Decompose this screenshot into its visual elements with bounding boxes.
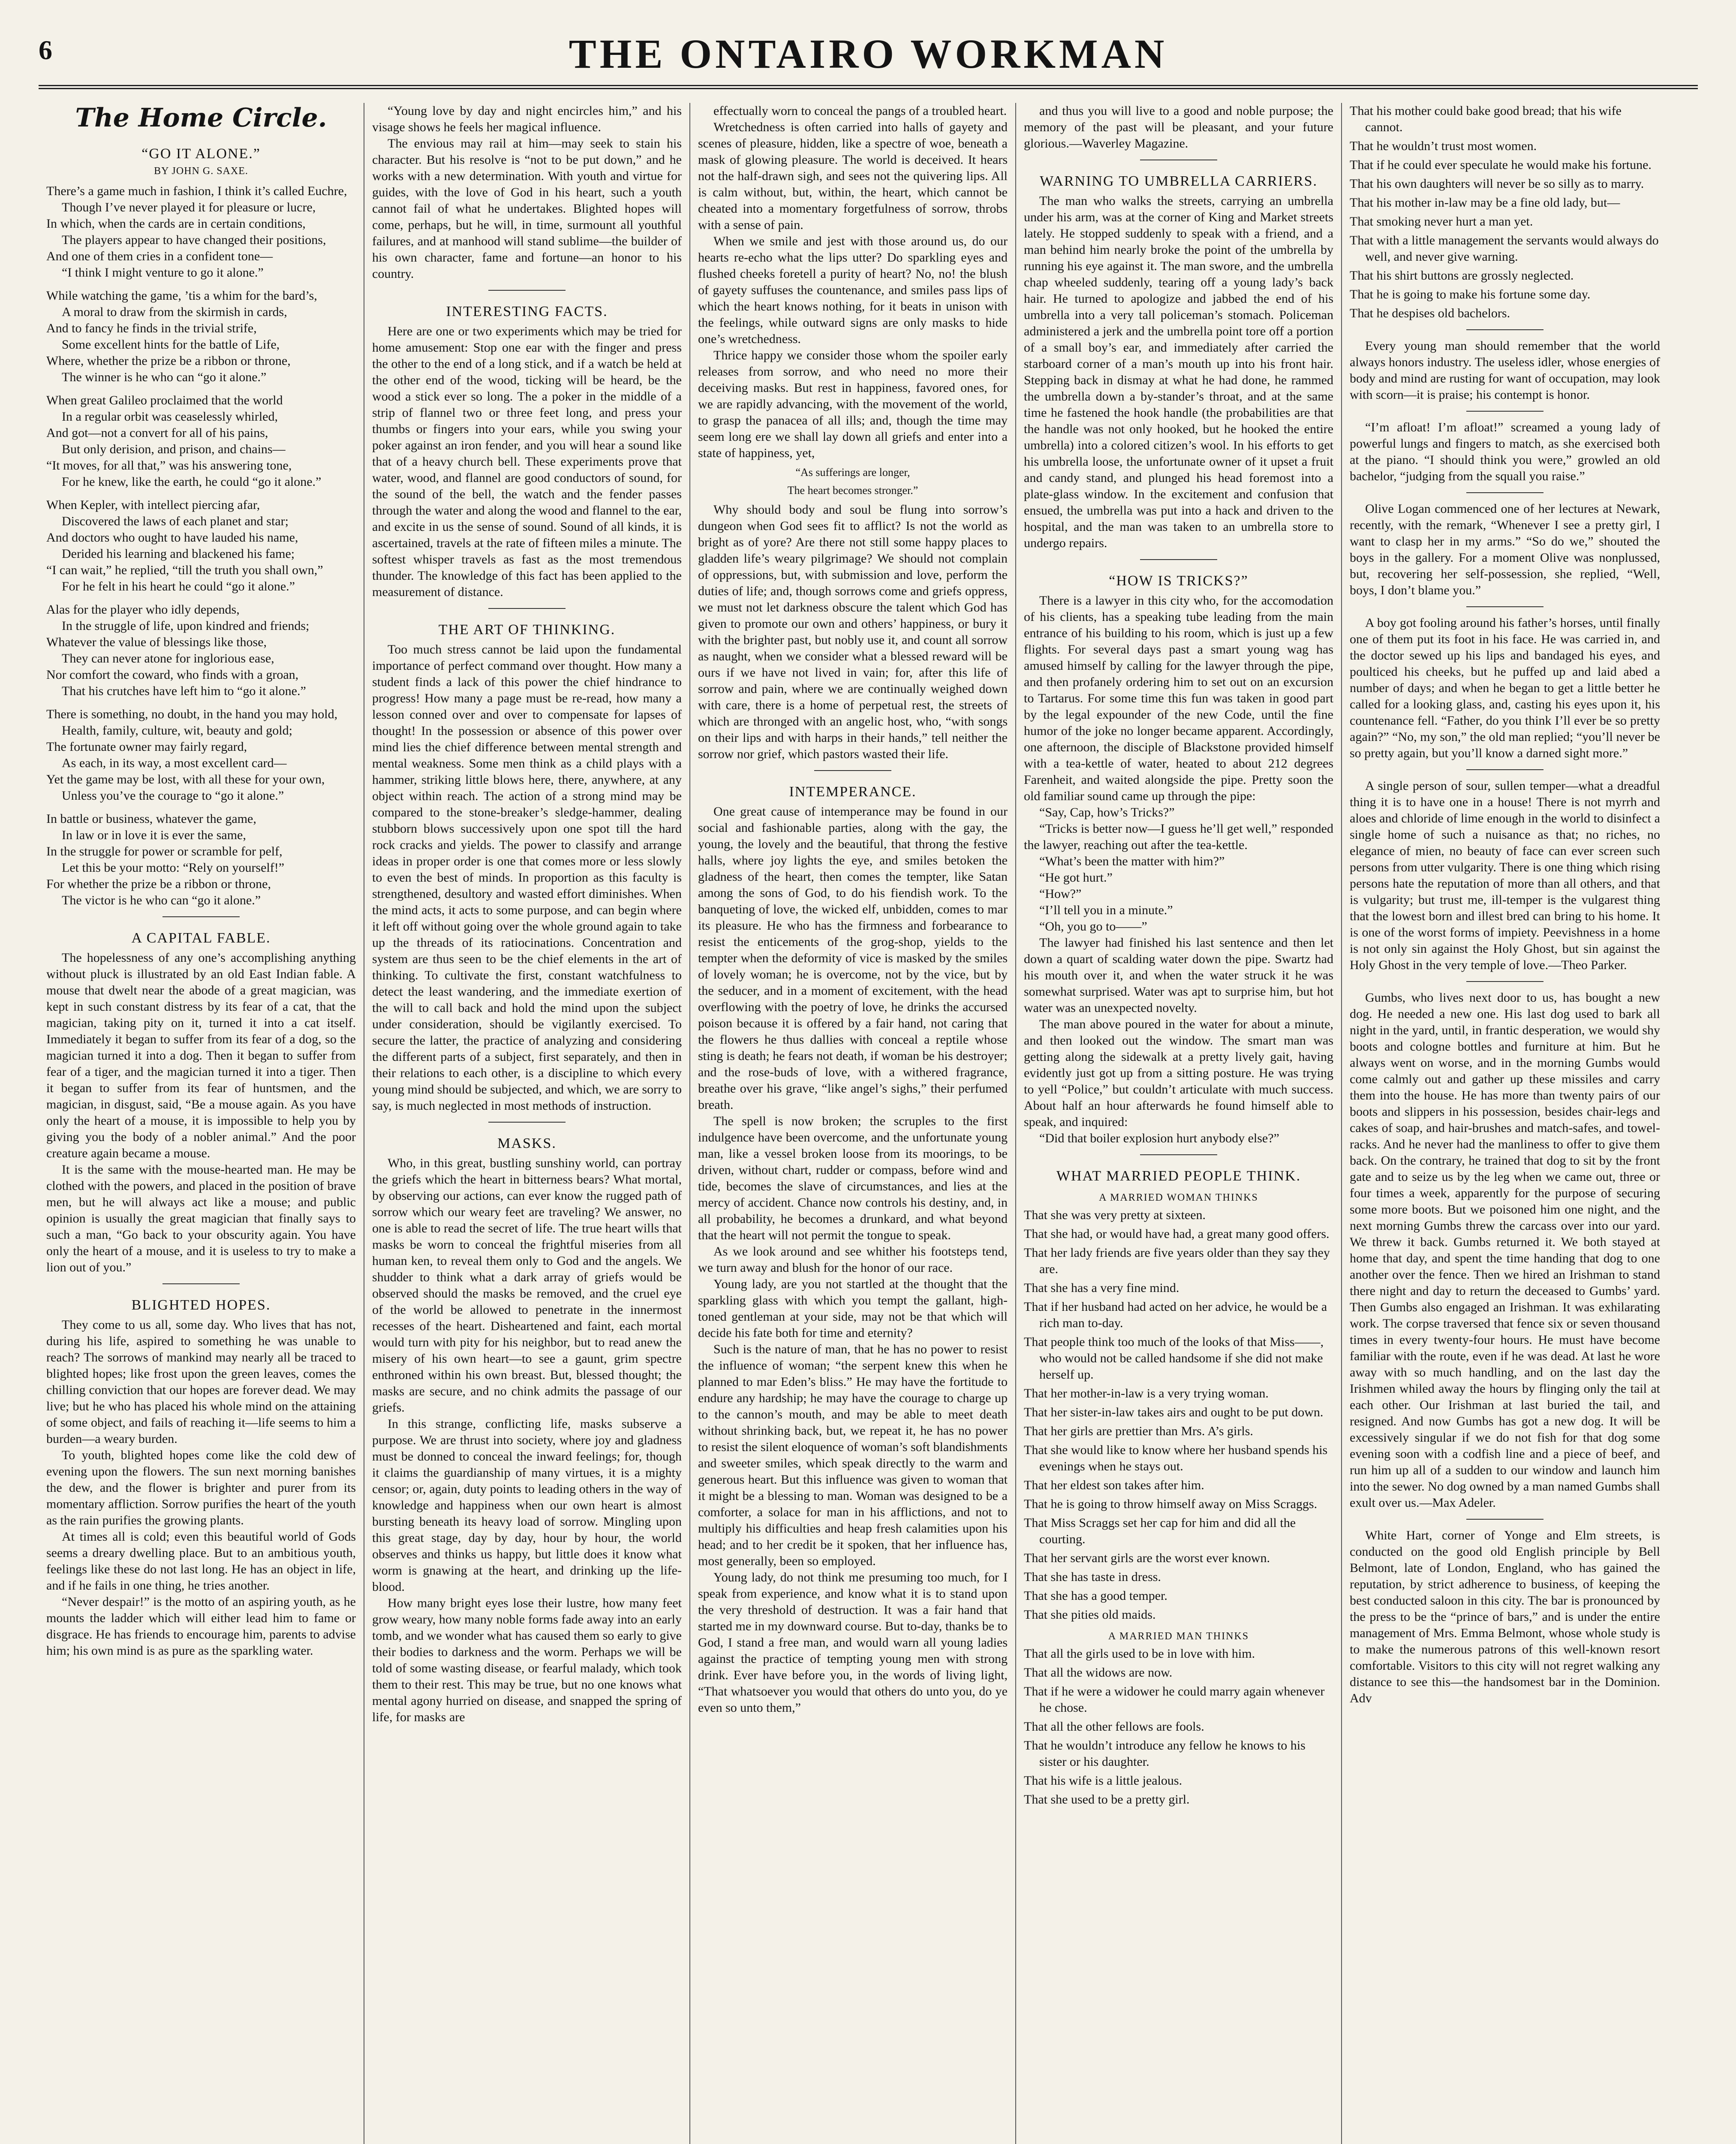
list-item: That if he could ever speculate he would make his fortune. [1350,158,1652,172]
list-item: That he despises old bachelors. [1350,306,1510,320]
paragraph: The spell is now broken; the scruples to the first indulgence have been overcome, and the unfortunate young man, like a vessel broken loose from its moorings, to be driven, without chart, rudder or compass, before wind and tide, becomes the slave of circumstances, and lies at the mercy of accident. Chance now controls his destiny, and, in all probability, he becomes a drunkard, and what beyond that the heart will not permit the tongue to speak. [698,1114,1008,1242]
poem-stanza [46,183,356,281]
list-item: That smoking never hurt a man yet. [1350,214,1533,229]
poem-stanza [46,392,356,490]
paragraph: The man who walks the streets, carrying an umbrella under his arm, was at the corner of King and Market streets lately. He stopped suddenly to speak with a friend, and a man behind him nearly broke the point of the umbrella by running his eye against it. The man swore, and the umbrella chap wheeled suddenly, tearing off a young lady’s back hair. He turned to apologize and jabbed the end of his umbrella into a very tall policeman’s stomach. Policeman administered a jerk and the umbrella point tore off a portion of a small boy’s ear, and immediately after carried the starboard corner of a man’s mouth up into his front hair. Stepping back in dismay at what he had done, he rammed the umbrella down a by-stander’s throat, and at the same time he fastened the hook handle (the probabilities are that the handle was not only hooked, but he hooked the entire umbrella) into a colored citizen’s wool. In his efforts to get his umbrella loose, the unfortunate owner of it upset a fruit and candy stand, and plunged his head foremost into a plate-glass window. In the excitement and confusion that ensued, the umbrella was put into a hack and driven to the hospital, and the man was taken to an umbrella store to undergo repairs. [1024,194,1333,550]
newspaper-page [39,17,1698,2144]
paragraph: effectually worn to conceal the pangs of a troubled heart. [713,104,1007,118]
poem-line: A moral to draw from the skirmish in cards, [62,305,287,319]
poem-line: Let this be your motto: “Rely on yourself!” [62,861,285,875]
paragraph: When we smile and jest with those around us, do our hearts re-echo what the lips utter? Do sparkling eyes and flushed cheeks foretell a purity of heart? No, no! the blush of gayety suffuses the countenance, and smiles pass lips of which the heart knows nothing, for it beats in unison with the feelings, while outward signs are only masks to hide one’s wretchedness. [698,234,1008,346]
list-item: That his own daughters will never be so silly as to marry. [1350,177,1644,191]
list-item: That people think too much of the looks of that Miss——, who would not be called handsome if she did not make herself up. [1024,1335,1324,1382]
article-heading: THE ART OF THINKING. [438,622,616,638]
article-heading: “GO IT ALONE.” [141,146,261,162]
paragraph: “Young love by day and night encircles him,” and his visage shows he feels her magical influence. [372,104,682,134]
column-5 [1342,103,1668,2144]
paragraph: In this strange, conflicting life, masks subserve a purpose. We are thrust into society, where joy and gladness must be donned to conceal the inward feelings; for, though it claims the guardianship of many virtues, it is a mighty censor; or, again, duty points to leading others in the way of knowledge and happiness when our own heart is almost bursting beneath its heavy load of sorrow. Mingling upon this great stage, day by day, hour by hour, the world observes and thinks us happy, but little does it know what worm is gnawing at the heart, and drinking up the life-blood. [372,1417,682,1594]
list-item: That she was very pretty at sixteen. [1024,1208,1206,1222]
poem-line: In battle or business, whatever the game, [46,812,256,826]
separator-rule [488,1122,566,1123]
paragraph: “Say, Cap, how’s Tricks?” [1039,805,1175,819]
list-item: That she has a very fine mind. [1024,1281,1179,1295]
column-4 [1016,103,1342,2144]
paragraph: Olive Logan commenced one of her lectures at Newark, recently, with the remark, “Whenever I see a pretty girl, I want to clasp her in my arms.” “So do we,” shouted the boys in the gallery. For a moment Olive was nonplussed, but, recovering her self-possession, she replied, “Well, boys, I don’t blame you.” [1350,502,1660,597]
list-item: That her servant girls are the worst ever known. [1024,1551,1270,1565]
article-heading: MASKS. [497,1135,557,1151]
quote-line: “As sufferings are longer, [795,466,910,479]
separator-rule [488,290,566,291]
column-3 [690,103,1016,2144]
list-item: That he is going to make his fortune some day. [1350,287,1591,301]
separator-rule [162,916,240,917]
poem-line: The players appear to have changed their positions, [62,233,326,247]
poem-stanza [46,706,356,804]
poem-line: “It moves, for all that,” was his answering tone, [46,458,292,473]
poem-line: In a regular orbit was ceaselessly whirled, [62,410,278,424]
poem-line: The victor is he who can “go it alone.” [62,893,261,907]
paragraph: The man above poured in the water for about a minute, and then looked out the window. The smart man was getting along the sidewalk at a pretty lively gait, having evidently just got up from a sitting posture. He was trying to yell “Police,” but couldn’t articulate with much success. About half an hour afterwards he found himself able to speak, and inquired: [1024,1017,1333,1129]
paragraph: “Never despair!” is the motto of an aspiring youth, as he mounts the ladder which will either lead him to fame or disgrace. He has friends to encourage him, parents to advise him; his own mind is as pure as the sparkling water. [46,1595,356,1658]
paragraph: “Did that boiler explosion hurt anybody else?” [1039,1131,1279,1145]
list-item: That if her husband had acted on her advice, he would be a rich man to-day. [1024,1300,1327,1330]
list-item: That his wife is a little jealous. [1024,1774,1182,1788]
list-item: That her mother-in-law is a very trying woman. [1024,1386,1269,1400]
paragraph: “He got hurt.” [1039,870,1113,885]
list-item: That if he were a widower he could marry again whenever he chose. [1024,1684,1325,1715]
article-heading: INTERESTING FACTS. [446,304,608,319]
separator-rule [1140,559,1217,560]
paragraph: “Tricks is better now—I guess he’ll get well,” responded the lawyer, reaching out after the tea-kettle. [1024,822,1333,852]
paragraph: Who, in this great, bustling sunshiny world, can portray the griefs which the heart in bitterness bears? What mortal, by observing our actions, can ever know the rugged path of sorrow which our weary feet are traveling? We answer, no one is able to read the secret of life. The true heart wills that masks be worn to conceal the frightful miseries from all human ken, to reveal them only to God and the angels. We shudder to think what a dark array of griefs would be observed should the masks be removed, and the cruel eye of the world be allowed to penetrate in the innermost recesses of the heart. Disheartened and faint, each mortal would turn with pity for his neighbor, but to read anew the misery of his own heart—to see a gaunt, grim spectre enthroned within his own breast. But, blessed thought; the masks are secure, and no chink admits the passage of our griefs. [372,1156,682,1415]
list-item: That his shirt buttons are grossly neglected. [1350,268,1574,283]
poem-line: When great Galileo proclaimed that the world [46,393,283,407]
poem-line: Derided his learning and blackened his fame; [62,547,295,561]
article-heading: INTEMPERANCE. [789,784,917,800]
poem-line: And doctors who ought to have lauded his name, [46,530,298,545]
paragraph: Young lady, are you not startled at the thought that the sparkling glass with which you tempt the gallant, high-toned gentleman at your side, may not be that which will decide his fate both for time and eternity? [698,1277,1008,1340]
paragraph: How many bright eyes lose their lustre, how many feet grow weary, how many noble forms fade away into an early tomb, and we wonder what has caused them so early to give their bodies to darkness and the worm. Perhaps we will be told of some wasting disease, or fearful malady, which took them to their rest. This may be true, but no one knows what mental agony hurried on disease, and snapped the spring of life, for masks are [372,1596,682,1724]
list-item: That he wouldn’t trust most women. [1350,139,1537,153]
paragraph: “What’s been the matter with him?” [1039,854,1225,868]
poem-line: In which, when the cards are in certain conditions, [46,217,306,231]
separator-rule [1466,981,1543,982]
poem-line: Unless you’ve the courage to “go it alone.” [62,789,284,803]
paragraph: and thus you will live to a good and noble purpose; the memory of the past will be pleasant, and your future glorious.—Waverley Magazine. [1024,104,1333,151]
poem-stanza [46,811,356,909]
article-heading: WHAT MARRIED PEOPLE THINK. [1056,1168,1301,1184]
quote-line: The heart becomes stronger.” [787,484,918,497]
paragraph: Every young man should remember that the world always honors industry. The useless idler, whose energies of body and mind are rusting for want of occupation, may look with scorn—it is praise; his contempt is honor. [1350,339,1660,402]
list-item: That her girls are prettier than Mrs. A’s girls. [1024,1424,1253,1438]
poem-line: Some excellent hints for the battle of Life, [62,337,280,352]
masthead [39,17,1698,90]
poem-line: For he knew, like the earth, he could “go it alone.” [62,475,322,489]
article-heading: WARNING TO UMBRELLA CARRIERS. [1039,173,1318,189]
list-item: That his mother could bake good bread; that his wife cannot. [1350,104,1622,134]
poem-line: They can never atone for inglorious ease, [62,651,274,665]
list-item: That all the widows are now. [1024,1665,1173,1680]
poem-line: That his crutches have left him to “go it alone.” [62,684,306,698]
poem-line: But only derision, and prison, and chains— [62,442,286,456]
poem-line: There is something, no doubt, in the hand you may hold, [46,707,338,721]
separator-rule [1466,329,1543,330]
poem-stanza [46,497,356,595]
separator-rule [1466,411,1543,412]
paragraph: Too much stress cannot be laid upon the fundamental importance of perfect command over thought. How many a student finds a lack of this power the chief hindrance to progress! How many a page must be re-read, how many a lesson conned over and over to compensate for lapses of thought! In the possession or absence of this power over mind lies the chief difference between mental strength and mental weakness. Some men think as a child plays with a hammer, striking little blows here, there, anywhere, at any object within reach. The action of a strong mind may be compared to the stone-breaker’s sledge-hammer, dealing stubborn blows successively upon one spot till the hard rock cracks and yields. The power to classify and arrange ideas in proper order is one that comes more or less slowly to even the best of minds. In proportion as this faculty is strengthened, desultory and wasted effort diminishes. When the mind acts, it acts to some purpose, and can begin where it left off without going over the whole ground again to take up the threads of its ratiocinations. Concentration and system are thus seen to be the chief elements in the art of thinking. To cultivate the first, constant watchfulness to detect the least wandering, and the immediate exertion of the will to call back and hold the mind upon the subject under consideration, should be vigilantly exercised. To secure the latter, the practice of analyzing and considering the different parts of a subject, first separately, and then in their relations to each other, is a discipline to which every young mind should be subjected, and which, we are sorry to say, is much neglected in most methods of instruction. [372,642,682,1113]
poem-line: And got—not a convert for all of his pains, [46,426,268,440]
poem-line: When Kepler, with intellect piercing afar, [46,498,260,512]
paragraph: At times all is cold; even this beautiful world of Gods seems a dreary dwelling place. But to an ambitious youth, feelings like these do not last long. He has an object in life, and if he fails in one thing, he tries another. [46,1530,356,1593]
poem-line: As each, in its way, a most excellent card— [62,756,287,770]
paragraph: White Hart, corner of Yonge and Elm streets, is conducted on the good old English principle by Bell Belmont, late of London, England, who has gained the reputation, by strict adherence to business, of keeping the best conducted saloon in this city. The bar is pronounced by the press to be the “prince of bars,” and is under the entire management of Mrs. Emma Belmont, whose whole study is to make the numerous patrons of this well-known resort comfortable. Visitors to this city will not regret walking any distance to see this—the handsomest bar in the Dominion. Adv [1350,1528,1660,1705]
paragraph: “I’m afloat! I’m afloat!” screamed a young lady of powerful lungs and fingers to match, as she exercised both at the piano. “I should think you were,” growled an old bachelor, “judging from the squall you raise.” [1350,420,1660,483]
paragraph: The lawyer had finished his last sentence and then let down a quart of scalding water down the pipe. Swartz had his mouth over it, and when the water struck it he was somewhat surprised. Water was apt to surprise him, but hot water was an unexpected novelty. [1024,936,1333,1015]
paragraph: “Oh, you go to——” [1039,919,1147,933]
separator-rule [814,770,891,771]
paragraph: Such is the nature of man, that he has no power to resist the influence of woman; “the serpent knew this when he planned to mar Eden’s bliss.” He may have the fortitude to endure any hardship; he may have the courage to charge up to the cannon’s mouth, and may be able to meet death without shrinking back, but, we repeat it, he has no power to resist the silent eloquence of woman’s soft blandishments and sweeter smiles, which speak directly to the warm and generous heart. But this influence was given to woman that it might be a blessing to man. Woman was designed to be a comforter, a solace for man in his afflictions, and not to multiply his difficulties and heap fresh calamities upon his head; and to her credit be it spoken, that her influence has, most generally, been so employed. [698,1342,1008,1568]
paragraph: Wretchedness is often carried into halls of gayety and scenes of pleasure, hidden, like a spectre of woe, beneath a mask of glowing pleasure. The world is deceived. It hears not the half-drawn sigh, and sees not the quivering lips. All is calm without, but, within, the heart, which cannot be cheated into a momentary forgetfulness of sorrow, throbs with a sense of pain. [698,120,1008,232]
list-item: That all the girls used to be in love with him. [1024,1647,1255,1661]
poem-line: For whether the prize be a ribbon or throne, [46,877,271,891]
poem-line: In the struggle of life, upon kindred and friends; [62,619,310,633]
paragraph: Why should body and soul be flung into sorrow’s dungeon when God sees fit to afflict? Is not the world as bright as of yore? Are there not still some happy places to gladden life’s weary pilgrimage? We should not complain of oppressions, but, with submission and love, perform the duties of life; and, though sorrows come and griefs oppress, we must not let darkness obscure the talent which God has given to promote our own and others’ happiness, or bury it with the brighter past, but nobly use it, and count all sorrow as naught, when we consider what a blessed reward will be ours if we have not lived in vain; for, after this life of sorrow and pain, where we are continually weighed down with care, there is a home of perpetual rest, the streets of which are thronged with an angelic host, who, “with songs on their lips and with harps in their hands,” tell neither the sorrow nor grief, which pastors wasted their life. [698,503,1008,761]
poem-line: Yet the game may be lost, with all these for your own, [46,772,325,786]
article-heading: A CAPITAL FABLE. [131,930,271,946]
list-item: That her sister-in-law takes airs and ought to be put down. [1024,1405,1324,1419]
paragraph: One great cause of intemperance may be found in our social and fashionable parties, along with the gay, the young, the lovely and the beautiful, that throng the festive halls, where joy lights the eye, and smiles betoken the gladness of the heart, then comes the tempter, like Satan among the sons of God, to do his fiendish work. To the banqueting of love, the wicked elf, unbidden, comes to mar its pleasure. He who has the firmness and forbearance to resist the enticements of the grog-shop, yields to the tempter when the deformity of vice is masked by the smiles of lovely woman; he is overcome, not by the vice, but by the seducer, and in a moment of excitement, with the head overflowing with the poetry of love, he drinks the accursed poison because it is offered by a fair hand, not caring that the flowers he thus dallies with conceal a reptile whose sting is death; he fears not death, if woman be his destroyer; and the rose-buds of love, with a withered fragrance, breathe over his grave, “like angel’s sighs,” their perfumed breath. [698,804,1008,1112]
paragraph: Young lady, do not think me presuming too much, for I speak from experience, and know what it is to stand upon the very threshold of destruction. It was a fair hand that started me in my downward course. But to-day, thanks be to God, I stand a free man, and would warn all young ladies against the practice of tempting young men with strong drink. Ever have before you, in the words of living light, “That whatsoever you would that others do unto you, do ye even so unto them,” [698,1570,1008,1715]
list-item: That his mother in-law may be a fine old lady, but— [1350,196,1620,210]
paragraph: To youth, blighted hopes come like the cold dew of evening upon the flowers. The sun next morning banishes the dew, and the flower is brighter and purer from its momentary affliction. Sorrow purifies the heart of the youth as the rain purifies the growing plants. [46,1448,356,1527]
paragraph: “How?” [1039,887,1082,901]
list-item: That she used to be a pretty girl. [1024,1792,1190,1807]
separator-rule [488,608,566,609]
paragraph: They come to us all, some day. Who lives that has not, during his life, aspired to something he was unable to reach? The sorrows of mankind may nearly all be traced to blighted hopes; like frost upon the green leaves, comes the chilling conviction that our hopes are forever dead. We may live; but he who has placed his whole mind on the attaining of some object, and fails of reaching it—life seems to him a burden—a weary burden. [46,1318,356,1446]
list-item: That with a little management the servants would always do well, and never give warning. [1350,233,1659,264]
separator-rule [162,1283,240,1284]
paragraph: The envious may rail at him—may seek to stain his character. But his resolve is “not to be put down,” and he works with a new determination. With youth and virtue for guides, with the love of God in his heart, such a youth cannot fail of what he undertakes. Blighted hopes will come, perhaps, but he will, in time, surmount all youthful failures, and at manhood will stand sublime—the builder of his own character, fame and fortune—an honor to his country. [372,136,682,281]
poem-line: In the struggle for power or scramble for pelf, [46,844,283,858]
separator-rule [1140,1154,1217,1155]
list-item: That she would like to know where her husband spends his evenings when he stays out. [1024,1443,1328,1473]
poem-stanza [46,602,356,699]
separator-rule [1466,606,1543,607]
paragraph: “I’ll tell you in a minute.” [1039,903,1173,917]
subheading: A MARRIED MAN THINKS [1108,1631,1249,1642]
paper-title: THE ONTAIRO WORKMAN [569,31,1168,77]
poem-line: The winner is he who can “go it alone.” [62,370,267,384]
poem-line: And to fancy he finds in the trivial strife, [46,321,257,335]
separator-rule [1466,1519,1543,1520]
section-title: The Home Circle. [75,103,327,133]
poem-line: In law or in love it is ever the same, [62,828,246,842]
poem-line: Though I’ve never played it for pleasure or lucre, [62,200,316,214]
list-item: That her eldest son takes after him. [1024,1478,1204,1492]
paragraph: Gumbs, who lives next door to us, has bought a new dog. He needed a new one. His last dog used to bark all night in the yard, until, in frantic desperation, we would shy boots and cologne bottles and furniture at him. But he always went on worse, and in the morning Gumbs would come calmly out and gather up these missiles and carry them into the house. He has more than twenty pairs of our boots and slippers in his possession, besides chair-legs and cakes of soap, and hair-brushes and match-safes, and towel-racks. And he never had the manliness to offer to give them back. On the contrary, he trained that dog to sit by the front gate and to seize us by the leg when we came out, three or four times a week, apparently for the purpose of securing some more boots. But we poisoned him one night, and the next morning Gumbs threw the carcass over into our yard. We threw it back. Gumbs returned it. We both stayed at home that day, and spent the time handing that dog to one another over the fence. Then we hired an Irishman to stand there night and day to return the deceased to Gumbs’ yard. Then Gumbs also engaged an Irishman. It was exhilarating work. The corpse traversed that fence six or seven thousand times in every twenty-four hours. He must have become familiar with the route, even if he was dead. At last he wore away with so much handling, and on the last day the Irishmen whiled away the hours by flinging only the tail at each other. Our Irishman at last buried the tail, and resigned. And now Gumbs has got a new dog. It will be excessively singular if we do not fish for that dog some evening soon with a codfish line and a piece of beef, and run him up all of a sudden to our window and launch him into the sewer. No dog owned by a man named Gumbs shall exult over us.—Max Adeler. [1350,991,1660,1510]
poem-line: The fortunate owner may fairly regard, [46,740,247,754]
list-item: That her lady friends are five years older than they say they are. [1024,1246,1330,1276]
paragraph: Thrice happy we consider those whom the spoiler early releases from sorrow, and who need no more their deceiving masks. But rest in happiness, favored ones, for we are rapidly advancing, with the movement of the world, to grasp the panacea of all ills; and, though the time may seem long ere we shall lay down all griefs and enter into a state of happiness, yet, [698,348,1008,460]
page-number: 6 [39,35,52,65]
list-item: That Miss Scraggs set her cap for him and did all the courting. [1024,1516,1296,1546]
column-2 [364,103,690,2144]
list-item: That she had, or would have had, a great many good offers. [1024,1227,1330,1241]
paragraph: Here are one or two experiments which may be tried for home amusement: Stop one ear with the finger and press the other to the end of a long stick, and if a watch be held at the other end of the wood, ticking will be heard, be the wood a stick ever so long. The a poker in the middle of a strip of flannel two or three feet long, and press your thumbs or fingers into your ears, while you swing your poker against an iron fender, and you will hear a sound like that of a heavy church bell. These experiments prove that water, wood, and flannel are good conductors of sound, for the sound of the bell, the watch and the fender passes through the water and along the wood and flannel to the ear, and excite in us the sense of sound. Sound of all kinds, it is ascertained, travels at the rate of fifteen miles a minute. The softest whisper travels as fast as the most tremendous thunder. The knowledge of this fact has been applied to the measurement of distance. [372,324,682,599]
list-item: That he is going to throw himself away on Miss Scraggs. [1024,1497,1318,1511]
separator-rule [1466,492,1543,493]
paragraph: It is the same with the mouse-hearted man. He may be clothed with the powers, and placed in the position of brave men, but he will always act like a mouse; and public opinion is usually the great magician that finally says to such a man, “Go back to your obscurity again. You have only the heart of a mouse, and it is useless to try to make a lion out of you.” [46,1162,356,1274]
byline: BY JOHN G. SAXE. [154,166,248,177]
poem-line: For he felt in his heart he could “go it alone.” [62,579,295,593]
poem-line: There’s a game much in fashion, I think it’s called Euchre, [46,184,347,198]
poem-line: And one of them cries in a confident tone— [46,249,273,263]
column-1 [39,103,364,2144]
poem-line: Whatever the value of blessings like those, [46,635,267,649]
subheading: A MARRIED WOMAN THINKS [1099,1192,1258,1203]
paragraph: A single person of sour, sullen temper—what a dreadful thing it is to have one in a house! There is not myrrh and aloes and chloride of lime enough in the world to disinfect a single home of such a nuisance as that; no riches, no elegance of mien, no beauty of face can ever screen such persons from utter vulgarity. There is one thing which rising persons hate the reputation of more than all others, and that is vulgarity; but trust me, ill-temper is the vulgarest thing that the lowest born and illest bred can bring to his home. It is one of the worst forms of impiety. Peevishness in a home is not only sin against the Holy Ghost, but sin against the Holy Ghost in the very temple of love.—Theo Parker. [1350,779,1660,972]
list-item: That he wouldn’t introduce any fellow he knows to his sister or his daughter. [1024,1738,1306,1769]
poem-line: “I can wait,” he replied, “till the truth you shall own,” [46,563,323,577]
paragraph: As we look around and see whither his footsteps tend, we turn away and blush for the honor of our race. [698,1244,1008,1275]
poem-line: “I think I might venture to go it alone.” [62,265,264,280]
poem-line: Health, family, culture, wit, beauty and gold; [62,723,292,738]
list-item: That all the other fellows are fools. [1024,1719,1204,1734]
poem-line: Nor comfort the coward, who finds with a groan, [46,668,299,682]
poem-line: Alas for the player who idly depends, [46,602,240,617]
paragraph: A boy got fooling around his father’s horses, until finally one of them put its foot in his face. He was carried in, and the doctor sewed up his lips and bandaged his eyes, and poulticed his cheeks, but he puffed up and laid abed a number of days; and when he began to get a little better he called for a looking glass, and, casting his eyes upon it, his countenance fell. “Father, do you think I’ll ever be so pretty again?” “No, my son,” the old man replied; “you’ll never be so pretty again, but you’ll know a darned sight more.” [1350,616,1660,760]
paragraph: The hopelessness of any one’s accomplishing anything without pluck is illustrated by an old East Indian fable. A mouse that dwelt near the abode of a great magician, was kept in such constant distress by its fear of a cat, that the magician, taking pity on it, turned it into a cat itself. Immediately it began to suffer from its fear of a dog, so the magician turned it into a dog. Then it began to suffer from fear of a tiger, and the magician turned it into a tiger. Then it began to suffer from its fear of huntsmen, and the magician, in disgust, said, “Be a mouse again. As you have only the heart of a mouse, it is impossible to help you by giving you the body of a nobler animal.” And the poor creature again became a mouse. [46,951,356,1160]
poem-stanza [46,288,356,385]
article-heading: BLIGHTED HOPES. [131,1297,271,1313]
masthead-rule [39,85,1698,89]
separator-rule [1466,769,1543,770]
poem-line: Where, whether the prize be a ribbon or throne, [46,354,291,368]
list-item: That she pities old maids. [1024,1608,1156,1622]
poem-line: While watching the game, ’tis a whim for the bard’s, [46,289,317,303]
article-heading: “HOW IS TRICKS?” [1109,573,1249,589]
paragraph: There is a lawyer in this city who, for the accomodation of his clients, has a speaking tube leading from the main entrance of his building to his room, which is just up a few flights. For several days past a smart young wag has amused himself by calling for the lawyer through the pipe, and then profanely ordering him to set out on an excursion to Tartarus. For some time this fun was taken in good part by the legal expounder of the new Code, until the fine humor of the joke no longer became apparent. Accordingly, one afternoon, the disciple of Blackstone provided himself with a tea-kettle of water, heated to about 212 degrees Farenheit, and waited alongside the pipe. Pretty soon the old familiar sound came up through the pipe: [1024,593,1333,803]
columns [39,103,1698,2144]
poem-line: Discovered the laws of each planet and star; [62,514,289,528]
list-item: That she has a good temper. [1024,1589,1167,1603]
list-item: That she has taste in dress. [1024,1570,1161,1584]
